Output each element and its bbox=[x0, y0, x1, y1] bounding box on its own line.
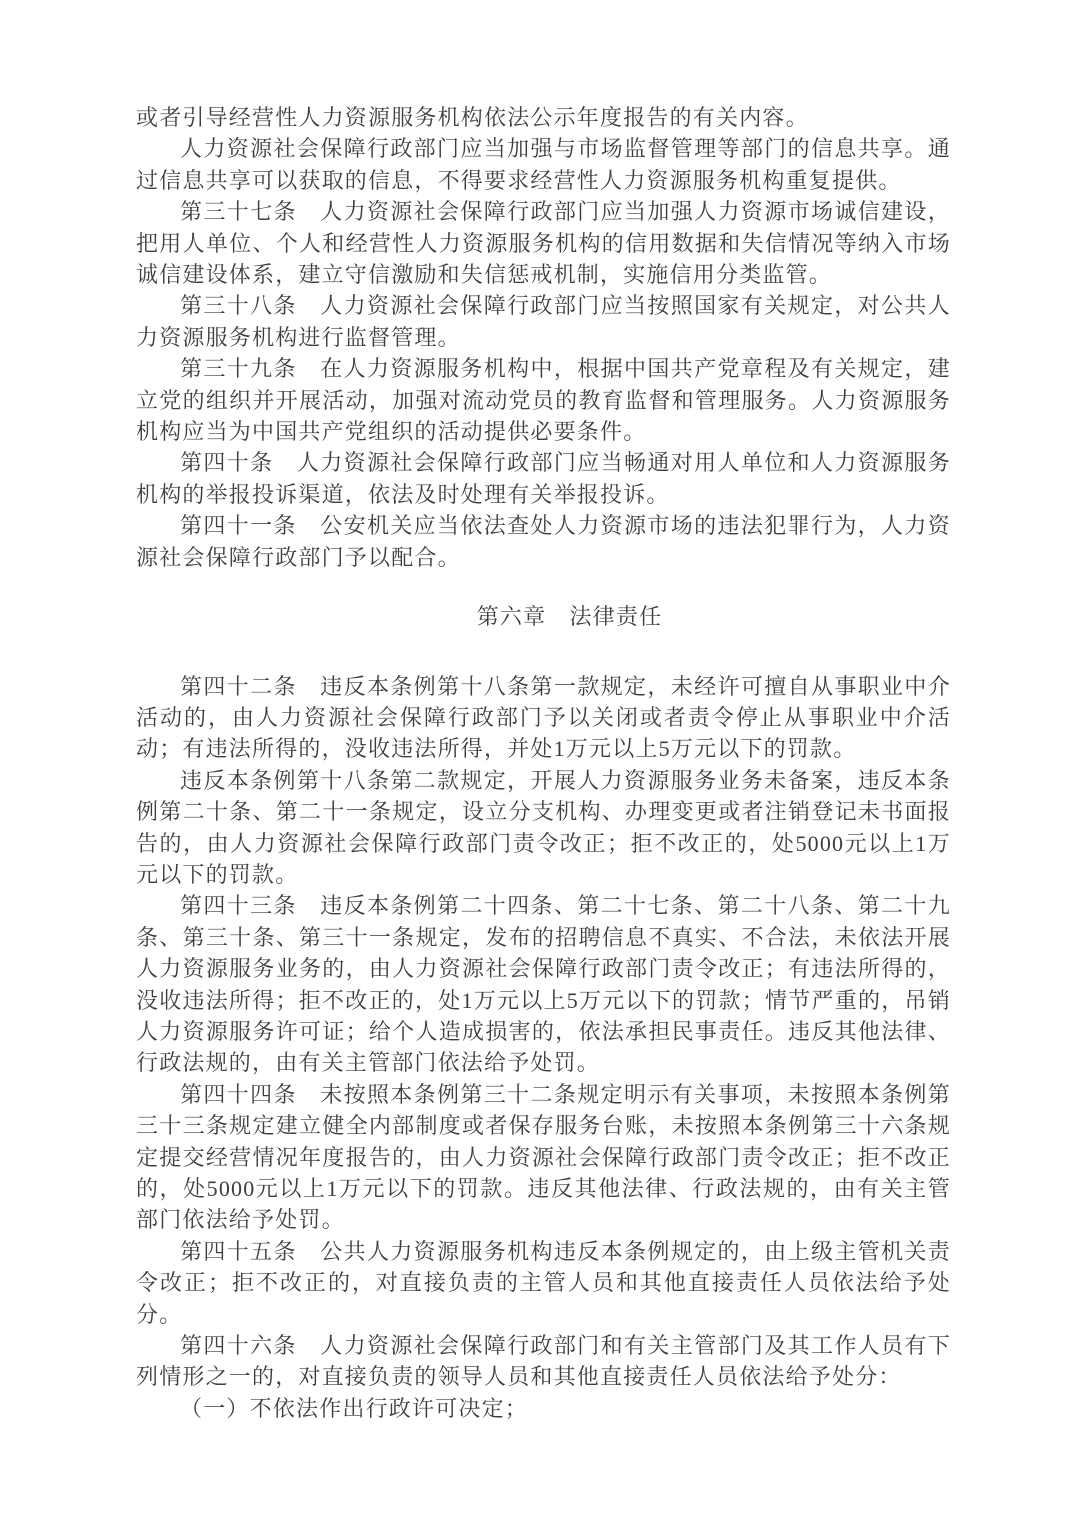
paragraph-article-40: 第四十条 人力资源社会保障行政部门应当畅通对用人单位和人力资源服务机构的举报投诉渠道，依法及时处理有关举报投诉。 bbox=[136, 450, 951, 507]
paragraph: 违反本条例第十八条第二款规定，开展人力资源服务业务未备案，违反本条例第二十条、第二十一条规定，设立分支机构、办理变更或者注销登记未书面报告的，由人力资源社会保障行政部门责令改正；拒不改正的，处5000元以上1万元以下的罚款。 bbox=[136, 767, 951, 887]
paragraph: 人力资源社会保障行政部门应当加强与市场监督管理等部门的信息共享。通过信息共享可以获取的信息，不得要求经营性人力资源服务机构重复提供。 bbox=[136, 136, 951, 193]
chapter-heading: 第六章 法律责任 bbox=[476, 604, 663, 630]
paragraph-article-46: 第四十六条 人力资源社会保障行政部门和有关主管部门及其工作人员有下列情形之一的，对直接负责的领导人员和其他直接责任人员依法给予处分： bbox=[136, 1333, 951, 1390]
paragraph-article-41: 第四十一条 公安机关应当依法查处人力资源市场的违法犯罪行为，人力资源社会保障行政部门予以配合。 bbox=[136, 513, 951, 570]
paragraph: 或者引导经营性人力资源服务机构依法公示年度报告的有关内容。 bbox=[136, 105, 809, 130]
paragraph-article-38: 第三十八条 人力资源社会保障行政部门应当按照国家有关规定，对公共人力资源服务机构进行监督管理。 bbox=[136, 293, 951, 350]
paragraph-article-42: 第四十二条 违反本条例第十八条第一款规定，未经许可擅自从事职业中介活动的，由人力资源社会保障行政部门予以关闭或者责令停止从事职业中介活动；有违法所得的，没收违法所得，并处1万元以上5万元以下的罚款。 bbox=[136, 673, 951, 762]
paragraph-article-39: 第三十九条 在人力资源服务机构中，根据中国共产党章程及有关规定，建立党的组织并开展活动，加强对流动党员的教育监督和管理服务。人力资源服务机构应当为中国共产党组织的活动提供必要条件。 bbox=[136, 356, 951, 445]
paragraph-article-45: 第四十五条 公共人力资源服务机构违反本条例规定的，由上级主管机关责令改正；拒不改正的，对直接负责的主管人员和其他直接责任人员依法给予处分。 bbox=[136, 1238, 951, 1327]
paragraph-article-43: 第四十三条 违反本条例第二十四条、第二十七条、第二十八条、第二十九条、第三十条、第三十一条规定，发布的招聘信息不真实、不合法，未依法开展人力资源服务业务的，由人力资源社会保障行政部门责令改正；有违法所得的，没收违法所得；拒不改正的，处1万元以上5万元以下的罚款；情节严重的，吊销人力资源服务许可证；给个人造成损害的，依法承担民事责任。违反其他法律、行政法规的，由有关主管部门依法给予处罚。 bbox=[136, 893, 951, 1076]
list-item: （一）不依法作出行政许可决定； bbox=[180, 1395, 529, 1421]
paragraph-article-44: 第四十四条 未按照本条例第三十二条规定明示有关事项，未按照本条例第三十三条规定建立健全内部制度或者保存服务台账，未按照本条例第三十六条规定提交经营情况年度报告的，由人力资源社会保障行政部门责令改正；拒不改正的，处5000元以上1万元以下的罚款。违反其他法律、行政法规的，由有关主管部门依法给予处罚。 bbox=[136, 1081, 951, 1233]
document-content bbox=[136, 102, 951, 1424]
paragraph-article-37: 第三十七条 人力资源社会保障行政部门应当加强人力资源市场诚信建设，把用人单位、个人和经营性人力资源服务机构的信用数据和失信情况等纳入市场诚信建设体系，建立守信激励和失信惩戒机制，实施信用分类监管。 bbox=[136, 199, 951, 288]
